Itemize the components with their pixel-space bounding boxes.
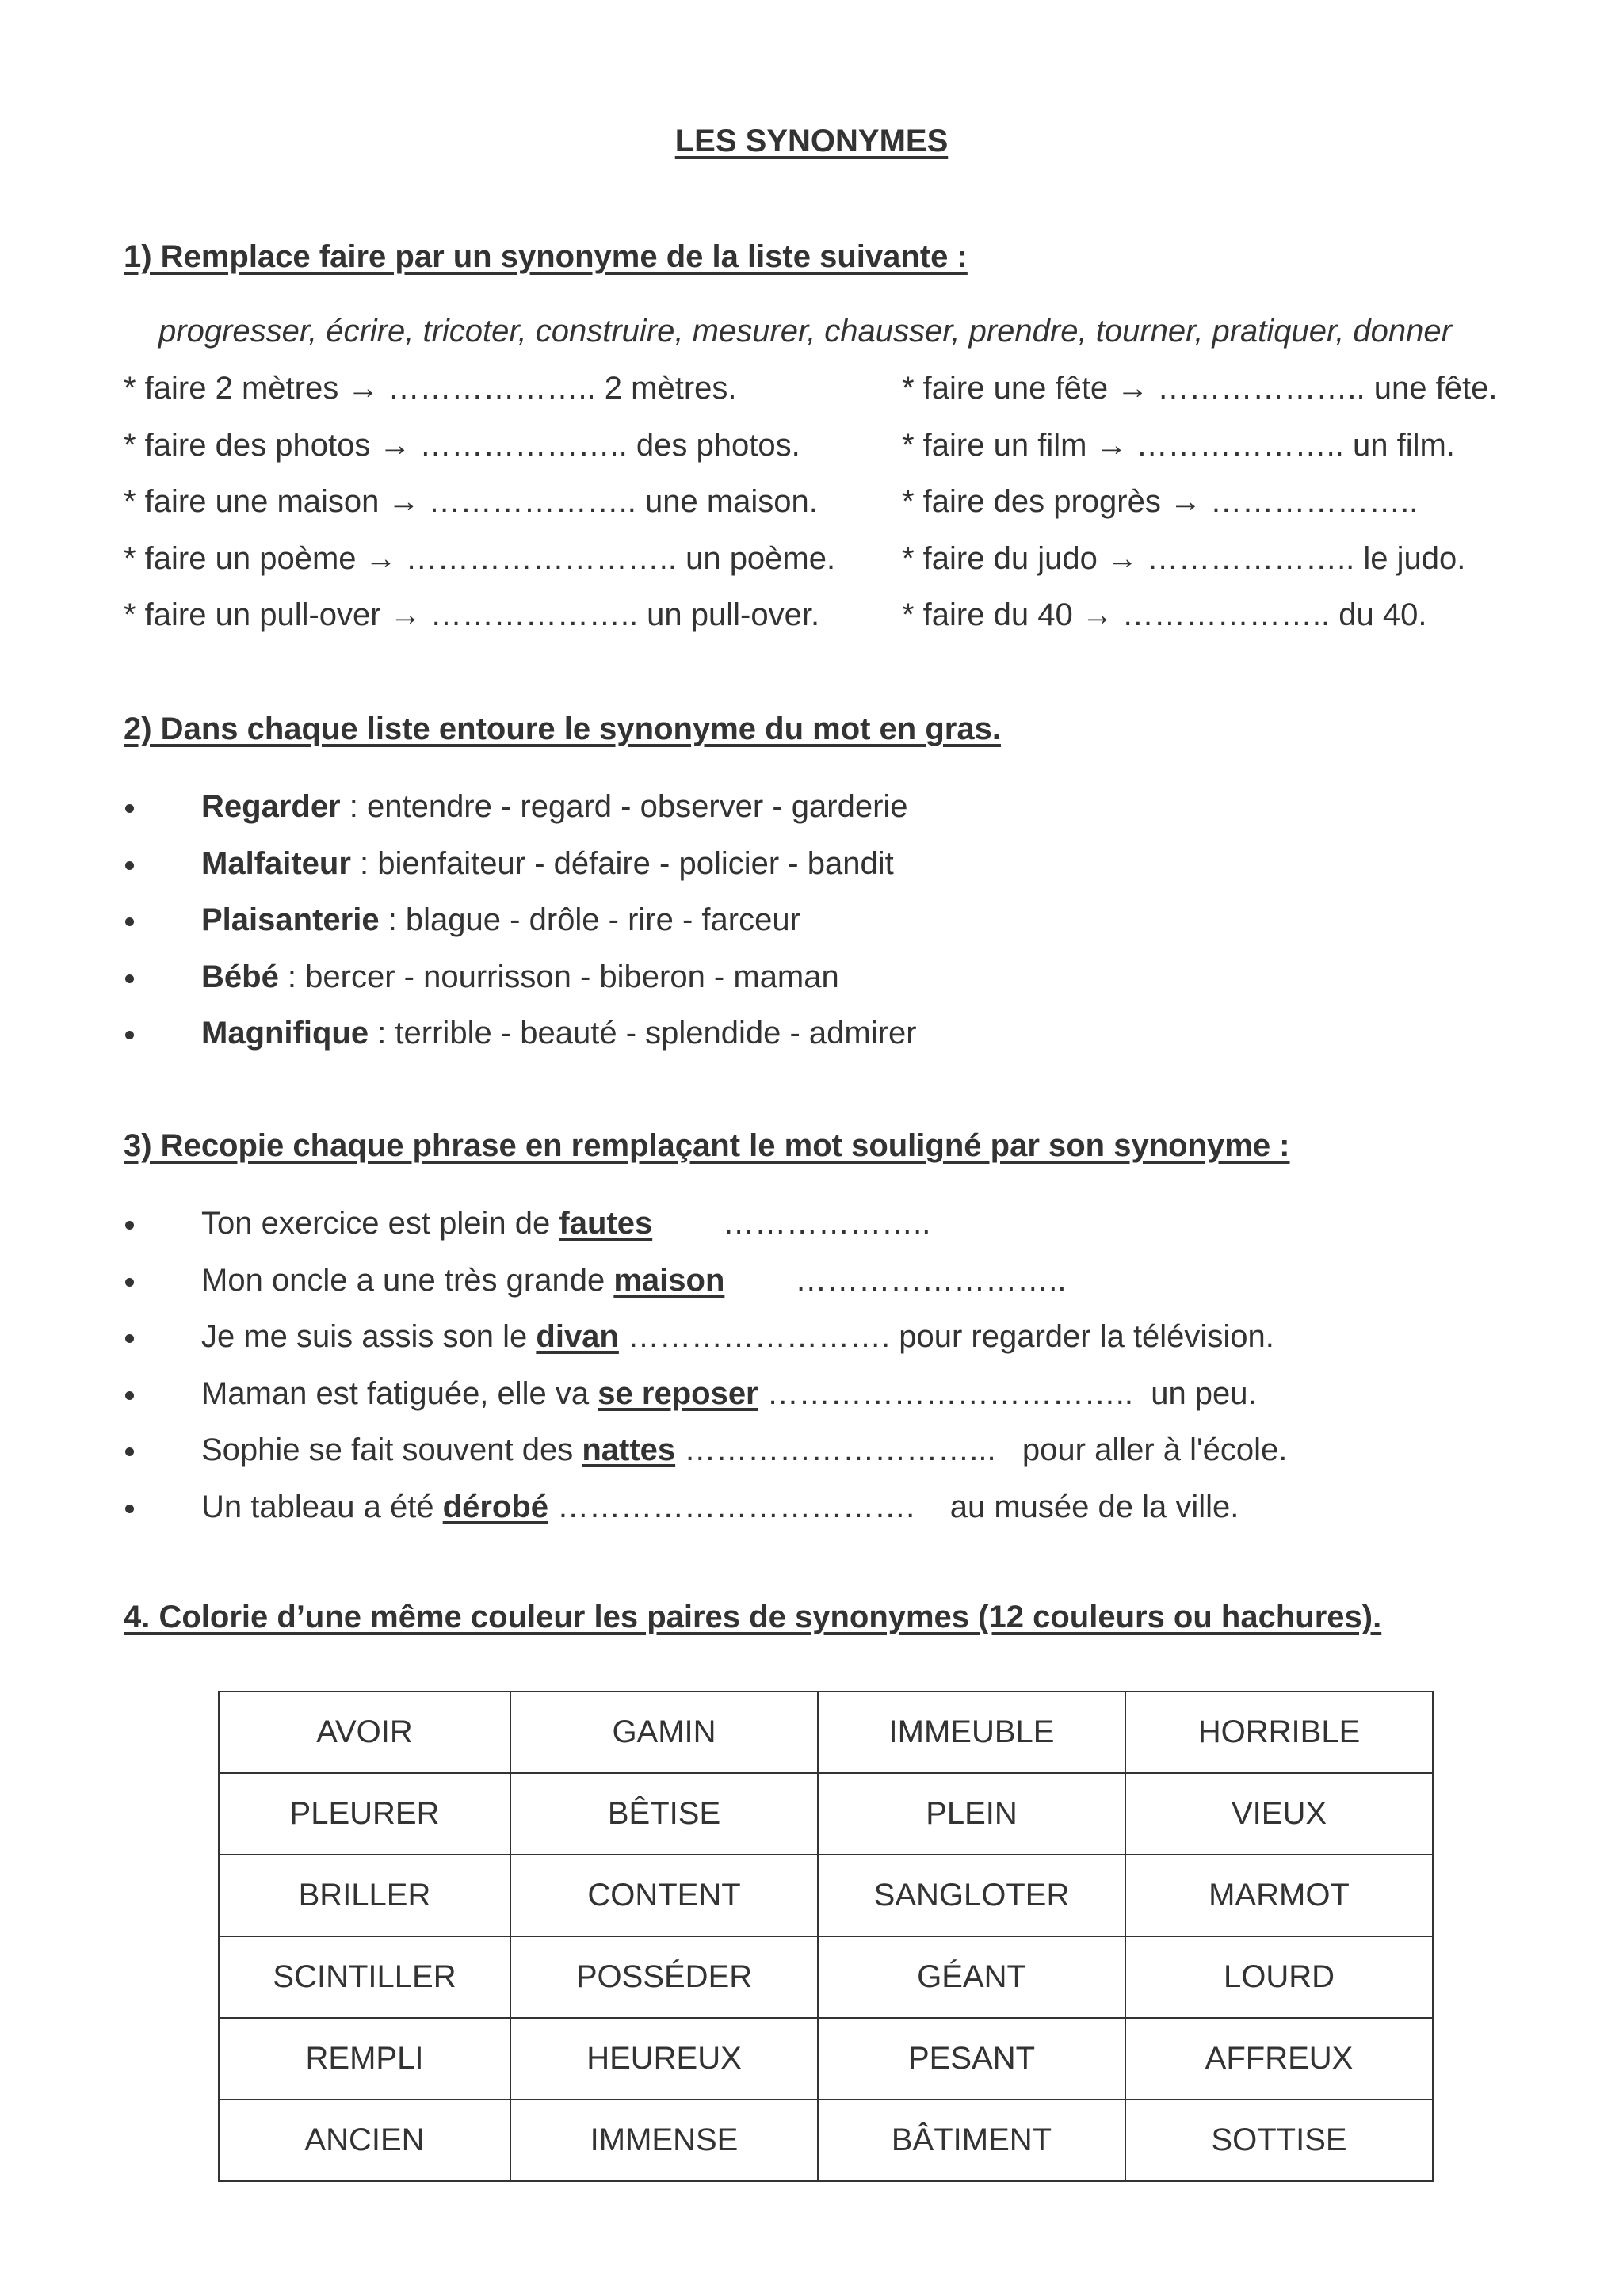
- bullet-icon: [125, 1391, 134, 1400]
- choices: : terrible - beauté - splendide - admirer: [369, 1016, 917, 1051]
- table-cell: IMMENSE: [510, 2100, 818, 2181]
- bullet-icon: [125, 1447, 134, 1456]
- exercise-line: * faire un film → ……………….. un film.: [902, 428, 1455, 463]
- exercise-line: * faire des photos → ……………….. des photos.: [124, 428, 800, 463]
- answer-blank: ……………………..: [724, 1262, 1067, 1298]
- list-item: [124, 1309, 1287, 1366]
- synonyms-table: [218, 1691, 1434, 2182]
- answer-blank: …………………………….. un peu.: [758, 1375, 1257, 1411]
- section1-word-list: progresser, écrire, tricoter, construire, mesurer, chausser, prendre, tourner, pratiquer, donner: [158, 314, 1452, 349]
- list-item: [124, 836, 917, 893]
- underlined-word: se reposer: [598, 1375, 758, 1411]
- exercise-line: * faire 2 mètres → ……………….. 2 mètres.: [124, 371, 737, 406]
- table-cell: SOTTISE: [1125, 2100, 1433, 2181]
- table-cell: PESANT: [818, 2018, 1125, 2100]
- bold-word: Plaisanterie: [201, 902, 380, 937]
- bullet-icon: [125, 1334, 134, 1343]
- list-item: [124, 779, 917, 836]
- exercise-line: * faire un pull-over → ……………….. un pull-over.: [124, 597, 820, 632]
- table-cell: VIEUX: [1125, 1773, 1433, 1855]
- underlined-word: fautes: [559, 1206, 653, 1241]
- table-cell: SANGLOTER: [818, 1855, 1125, 1936]
- choices: : blague - drôle - rire - farceur: [379, 902, 800, 937]
- table-cell: REMPLI: [219, 2018, 510, 2100]
- table-row: [219, 1855, 1433, 1936]
- bullet-icon: [125, 1221, 134, 1230]
- section3-heading: 3) Recopie chaque phrase en remplaçant le mot souligné par son synonyme :: [124, 1128, 1290, 1163]
- table-row: [219, 1773, 1433, 1855]
- table-cell: MARMOT: [1125, 1855, 1433, 1936]
- table-row: [219, 1936, 1433, 2018]
- exercise-line: * faire du judo → ……………….. le judo.: [902, 541, 1466, 576]
- table-cell: GÉANT: [818, 1936, 1125, 2018]
- bullet-icon: [125, 974, 134, 983]
- table-row: [219, 1691, 1433, 1773]
- bullet-icon: [125, 804, 134, 813]
- exercise-line: * faire un poème → …………………….. un poème.: [124, 541, 836, 576]
- answer-blank: ……………………. pour regarder la télévision.: [618, 1319, 1274, 1354]
- bold-word: Magnifique: [201, 1016, 369, 1051]
- bullet-icon: [125, 1278, 134, 1287]
- section2-list: [124, 779, 917, 1062]
- bullet-icon: [125, 861, 134, 870]
- list-item: [124, 1253, 1287, 1310]
- list-item: [124, 1366, 1287, 1423]
- bold-word: Regarder: [201, 789, 341, 824]
- table-cell: PLEURER: [219, 1773, 510, 1855]
- bullet-icon: [125, 1505, 134, 1513]
- table-cell: BÂTIMENT: [818, 2100, 1125, 2181]
- section4-heading: 4. Colorie d’une même couleur les paires de synonymes (12 couleurs ou hachures).: [124, 1600, 1382, 1634]
- table-cell: POSSÉDER: [510, 1936, 818, 2018]
- table-cell: CONTENT: [510, 1855, 818, 1936]
- exercise-line: * faire du 40 → ……………….. du 40.: [902, 597, 1427, 632]
- table-row: [219, 2100, 1433, 2181]
- exercise-line: * faire des progrès → ………………..: [902, 484, 1419, 519]
- underlined-word: nattes: [582, 1432, 676, 1467]
- list-item: [124, 1005, 917, 1062]
- sentence-start: Ton exercice est plein de: [201, 1206, 559, 1241]
- list-item: [124, 949, 917, 1006]
- bold-word: Malfaiteur: [201, 845, 351, 881]
- bullet-icon: [125, 1031, 134, 1039]
- list-item: [124, 1196, 1287, 1253]
- sentence-start: Maman est fatiguée, elle va: [201, 1375, 598, 1411]
- list-item: [124, 892, 917, 949]
- table-cell: PLEIN: [818, 1773, 1125, 1855]
- underlined-word: divan: [536, 1319, 619, 1354]
- answer-blank: ………………..: [652, 1206, 931, 1241]
- page-title: LES SYNONYMES: [674, 124, 949, 158]
- bullet-icon: [125, 917, 134, 926]
- underlined-word: dérobé: [442, 1489, 549, 1524]
- answer-blank: ……………………………. au musée de la ville.: [548, 1489, 1239, 1524]
- table-cell: SCINTILLER: [219, 1936, 510, 2018]
- table-cell: IMMEUBLE: [818, 1691, 1125, 1773]
- bold-word: Bébé: [201, 959, 279, 994]
- sentence-start: Un tableau a été: [201, 1489, 443, 1524]
- table-cell: LOURD: [1125, 1936, 1433, 2018]
- choices: : entendre - regard - observer - garderie: [340, 789, 908, 824]
- choices: : bienfaiteur - défaire - policier - bandit: [350, 845, 894, 881]
- section1-heading: 1) Remplace faire par un synonyme de la liste suivante :: [124, 239, 968, 274]
- table-cell: BÊTISE: [510, 1773, 818, 1855]
- underlined-word: maison: [613, 1262, 725, 1298]
- choices: : bercer - nourrisson - biberon - maman: [278, 959, 839, 994]
- exercise-line: * faire une fête → ……………….. une fête.: [902, 371, 1498, 406]
- answer-blank: ………………………... pour aller à l'école.: [675, 1432, 1288, 1467]
- sentence-start: Je me suis assis son le: [201, 1319, 537, 1354]
- section2-heading: 2) Dans chaque liste entoure le synonyme du mot en gras.: [124, 711, 1001, 746]
- list-item: [124, 1479, 1287, 1536]
- table-row: [219, 2018, 1433, 2100]
- sentence-start: Sophie se fait souvent des: [201, 1432, 582, 1467]
- table-cell: GAMIN: [510, 1691, 818, 1773]
- table-cell: BRILLER: [219, 1855, 510, 1936]
- table-cell: AVOIR: [219, 1691, 510, 1773]
- table-cell: AFFREUX: [1125, 2018, 1433, 2100]
- sentence-start: Mon oncle a une très grande: [201, 1262, 614, 1298]
- exercise-line: * faire une maison → ……………….. une maison.: [124, 484, 818, 519]
- table-cell: HORRIBLE: [1125, 1691, 1433, 1773]
- section3-list: [124, 1196, 1287, 1535]
- table-cell: ANCIEN: [219, 2100, 510, 2181]
- list-item: [124, 1422, 1287, 1479]
- table-cell: HEUREUX: [510, 2018, 818, 2100]
